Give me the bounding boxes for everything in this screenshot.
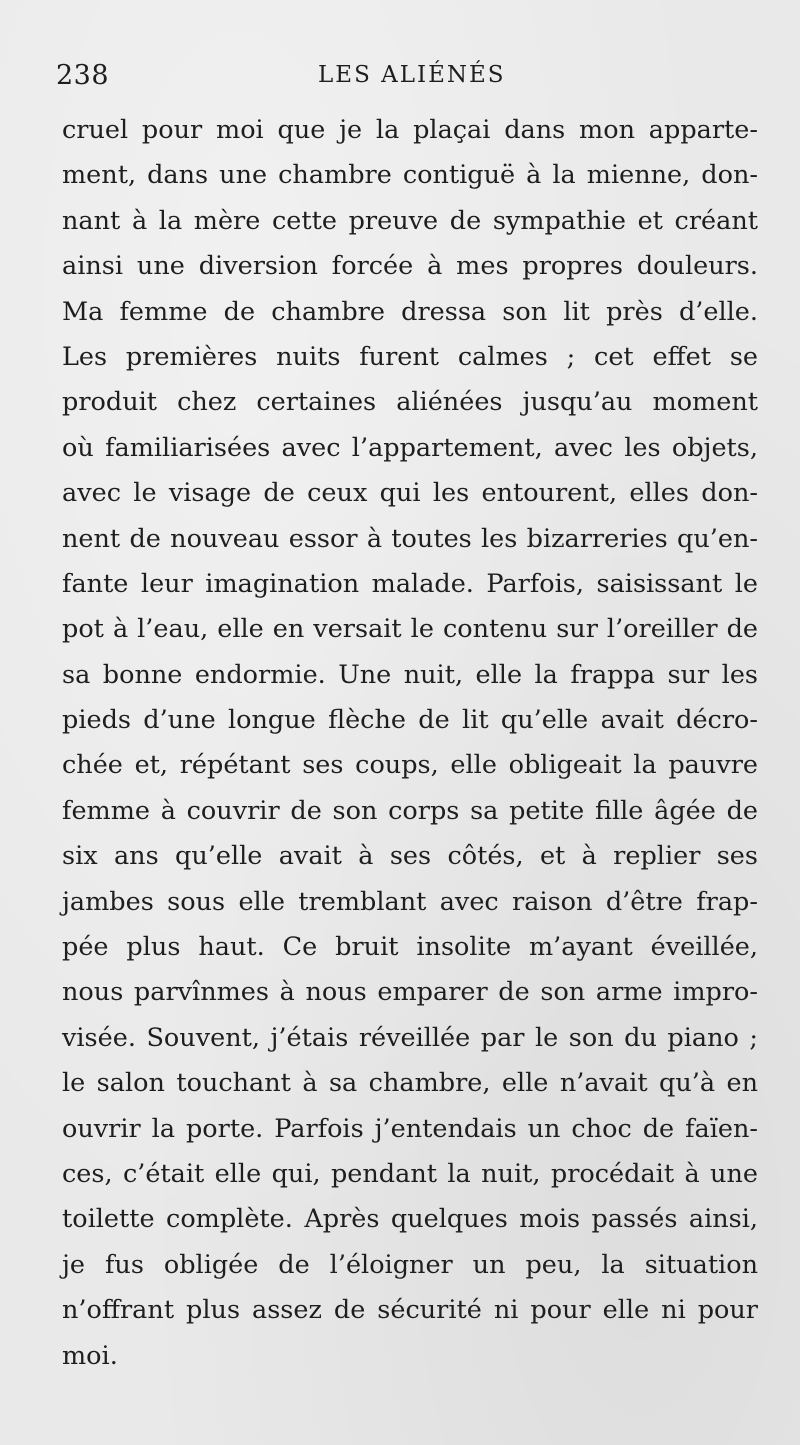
text-line: ment, dans une chambre contiguë à la mienne, don- <box>62 160 758 191</box>
text-line: ces, c’était elle qui, pendant la nuit, procédait à une <box>62 1158 758 1189</box>
text-line: cruel pour moi que je la plaçai dans mon apparte- <box>62 115 758 145</box>
text-line: moi. <box>62 1340 118 1371</box>
text-line: femme à couvrir de son corps sa petite fille âgée de <box>62 795 758 826</box>
text-line: fante leur imagination malade. Parfois, saisissant le <box>62 568 758 599</box>
text-line: nant à la mère cette preuve de sympathie et créant <box>62 205 758 236</box>
text-line: Ma femme de chambre dressa son lit près d’elle. <box>62 296 758 327</box>
page-header <box>56 60 756 100</box>
text-line: pot à l’eau, elle en versait le contenu sur l’oreiller de <box>62 614 758 645</box>
running-head: LES ALIÉNÉS <box>318 62 506 88</box>
text-line: Les premières nuits furent calmes ; cet effet se <box>62 341 758 372</box>
text-line: sa bonne endormie. Une nuit, elle la frappa sur les <box>62 659 758 690</box>
body-text <box>62 108 758 1379</box>
text-line: toilette complète. Après quelques mois passés ainsi, <box>62 1204 758 1235</box>
text-line: où familiarisées avec l’appartement, avec les objets, <box>62 432 758 463</box>
text-line: n’offrant plus assez de sécurité ni pour elle ni pour <box>62 1295 758 1326</box>
text-line: le salon touchant à sa chambre, elle n’avait qu’à en <box>62 1068 758 1099</box>
text-line: nous parvînmes à nous emparer de son arme impro- <box>62 977 758 1008</box>
text-line: avec le visage de ceux qui les entourent, elles don- <box>62 478 758 509</box>
text-line: visée. Souvent, j’étais réveillée par le son du piano ; <box>62 1022 758 1053</box>
text-line: pée plus haut. Ce bruit insolite m’ayant éveillée, <box>62 932 758 963</box>
text-line: jambes sous elle tremblant avec raison d’être frap- <box>62 886 758 917</box>
text-line: chée et, répétant ses coups, elle obligeait la pauvre <box>62 750 758 781</box>
page-number: 238 <box>56 60 110 91</box>
text-line: je fus obligée de l’éloigner un peu, la situation <box>62 1249 758 1280</box>
text-line: ouvrir la porte. Parfois j’entendais un choc de faïen- <box>62 1113 758 1144</box>
text-line: pieds d’une longue flèche de lit qu’elle avait décro- <box>62 705 758 736</box>
text-line: six ans qu’elle avait à ses côtés, et à replier ses <box>62 841 758 872</box>
text-line: produit chez certaines aliénées jusqu’au moment <box>62 387 758 418</box>
text-line: nent de nouveau essor à toutes les bizarreries qu’en- <box>62 523 758 554</box>
text-line: ainsi une diversion forcée à mes propres douleurs. <box>62 251 758 282</box>
